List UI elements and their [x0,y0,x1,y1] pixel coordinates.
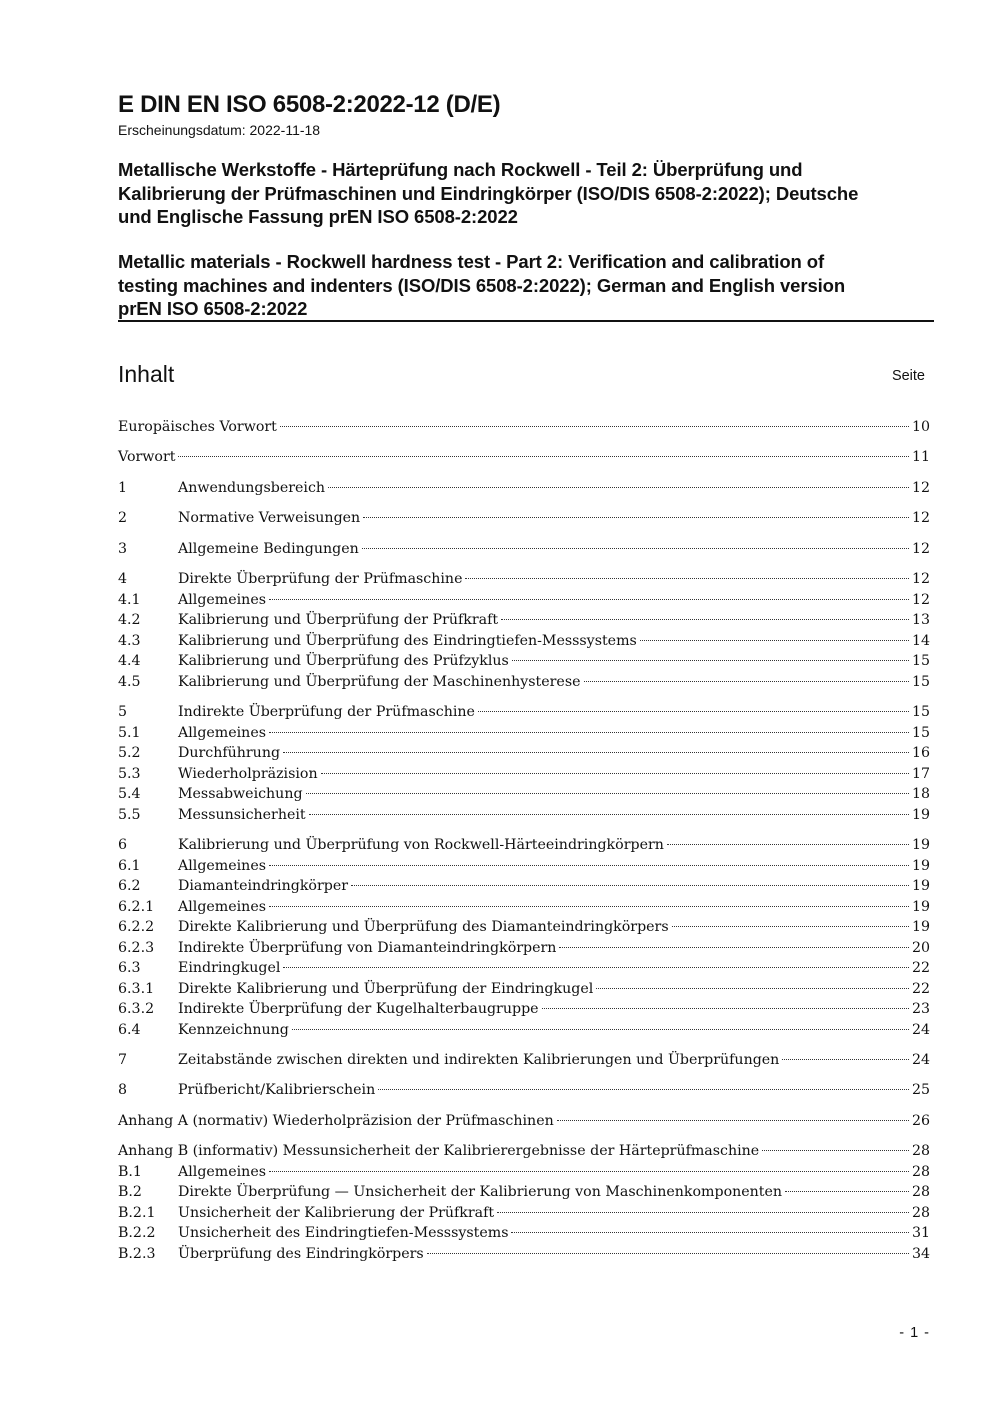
toc-entry-number: B.2.3 [118,1246,156,1262]
toc-entry-title: Anhang B (informativ) Messunsicherheit der Kalibrierergebnisse der Härteprüfmaschine [118,1143,760,1159]
toc-entry-number: 5.4 [118,786,141,802]
toc-entry[interactable] [118,447,930,467]
toc-entry-page: 28 [911,1184,930,1200]
toc-entry-title: Kalibrierung und Überprüfung des Prüfzyklus [178,653,509,669]
toc-entry[interactable] [118,805,930,825]
toc-entry-page: 31 [911,1225,930,1241]
toc-entry[interactable] [118,651,930,671]
toc-entry[interactable] [118,1141,930,1161]
toc-entry-number: 4.1 [118,592,141,608]
toc-entry[interactable] [118,672,930,692]
toc-entry-title: Unsicherheit der Kalibrierung der Prüfkraft [178,1205,495,1221]
toc-entry[interactable] [118,590,930,610]
toc-entry-page: 11 [911,449,930,465]
toc-entry-title: Allgemeine Bedingungen [178,541,359,557]
toc-entry-number: 4.5 [118,674,141,690]
toc-entry-page: 23 [911,1001,930,1017]
toc-entry[interactable] [118,610,930,630]
toc-dot-leader [512,660,909,661]
toc-entry-number: 4.3 [118,633,141,649]
toc-entry-page: 26 [911,1113,930,1129]
toc-dot-leader [363,517,909,518]
toc-entry[interactable] [118,1162,930,1182]
toc-dot-leader [306,793,909,794]
toc-dot-leader [269,599,909,600]
toc-entry-title: Kalibrierung und Überprüfung des Eindringtiefen-Messsystems [178,633,637,649]
toc-entry-title: Normative Verweisungen [178,510,361,526]
toc-dot-leader [283,752,909,753]
toc-dot-leader [667,844,909,845]
toc-entry-title: Anwendungsbereich [178,480,326,496]
toc-entry-number: 6.2 [118,878,141,894]
toc-entry-number: 6.2.1 [118,899,155,915]
toc-entry[interactable] [118,1111,930,1131]
toc-entry-page: 12 [911,480,930,496]
toc-entry-number: 4.2 [118,612,141,628]
toc-dot-leader [542,1008,909,1009]
toc-entry[interactable] [118,856,930,876]
toc-entry[interactable] [118,917,930,937]
page-number: - 1 - [899,1325,930,1341]
toc-entry-title: Eindringkugel [178,960,281,976]
toc-dot-leader [782,1059,909,1060]
toc-entry-title: Indirekte Überprüfung der Prüfmaschine [178,704,475,720]
german-title [118,158,938,229]
toc-entry[interactable] [118,569,930,589]
toc-entry-page: 19 [911,858,930,874]
toc-entry[interactable] [118,631,930,651]
toc-entry-page: 15 [911,674,930,690]
toc-entry-number: 4.4 [118,653,141,669]
toc-dot-leader [280,426,909,427]
toc-entry-page: 19 [911,919,930,935]
toc-entry-number: 5.3 [118,766,141,782]
toc-dot-leader [785,1191,909,1192]
toc-entry-number: 5.5 [118,807,141,823]
toc-dot-leader [596,988,909,989]
toc-entry[interactable] [118,938,930,958]
toc-entry-page: 19 [911,899,930,915]
toc-entry[interactable] [118,958,930,978]
toc-entry-page: 19 [911,807,930,823]
english-title [118,250,938,321]
toc-entry-number: 4 [118,571,128,587]
toc-entry[interactable] [118,1203,930,1223]
toc-entry-page: 24 [911,1022,930,1038]
toc-entry-title: Kennzeichnung [178,1022,289,1038]
toc-dot-leader [351,885,909,886]
toc-dot-leader [497,1212,909,1213]
toc-dot-leader [672,926,909,927]
publication-date: Erscheinungsdatum: 2022-11-18 [118,122,321,138]
toc-entry-page: 34 [911,1246,930,1262]
toc-entry-title: Allgemeines [178,592,266,608]
toc-entry-page: 20 [911,940,930,956]
toc-dot-leader [269,906,909,907]
toc-entry-number: 2 [118,510,128,526]
toc-entry-number: 7 [118,1052,128,1068]
toc-entry[interactable] [118,539,930,559]
toc-dot-leader [283,967,909,968]
toc-dot-leader [762,1150,909,1151]
toc-entry-title: Kalibrierung und Überprüfung der Prüfkraft [178,612,499,628]
toc-dot-leader [511,1232,908,1233]
toc-dot-leader [478,711,909,712]
toc-entry-page: 10 [911,419,930,435]
toc-entry-number: 6 [118,837,128,853]
toc-entry-page: 18 [911,786,930,802]
german-title-line: Metallische Werkstoffe - Härteprüfung nach Rockwell - Teil 2: Überprüfung und [118,159,803,180]
toc-entry-page: 25 [911,1082,930,1098]
toc-entry-number: B.2 [118,1184,142,1200]
toc-entry-page: 28 [911,1143,930,1159]
toc-entry[interactable] [118,1223,930,1243]
toc-entry-title: Wiederholpräzision [178,766,318,782]
toc-entry-title: Direkte Überprüfung — Unsicherheit der Kalibrierung von Maschinenkomponenten [178,1184,783,1200]
toc-dot-leader [321,773,909,774]
toc-entry[interactable] [118,723,930,743]
toc-dot-leader [640,640,909,641]
toc-entry[interactable] [118,1020,930,1040]
toc-entry-number: 6.4 [118,1022,141,1038]
toc-entry-number: 8 [118,1082,128,1098]
toc-entry-title: Allgemeines [178,899,266,915]
german-title-line: Kalibrierung der Prüfmaschinen und Eindringkörper (ISO/DIS 6508-2:2022); Deutsche [118,182,859,204]
toc-page-column-label: Seite [891,368,925,384]
toc-entry[interactable] [118,1050,930,1070]
toc-entry-title: Direkte Überprüfung der Prüfmaschine [178,571,463,587]
toc-entry-number: 6.1 [118,858,141,874]
toc-entry-page: 15 [911,725,930,741]
toc-entry-title: Direkte Kalibrierung und Überprüfung der Eindringkugel [178,981,594,997]
toc-entry-page: 13 [911,612,930,628]
toc-entry-page: 16 [911,745,930,761]
toc-entry-title: Allgemeines [178,1164,266,1180]
toc-entry-title: Europäisches Vorwort [118,419,277,435]
toc-dot-leader [269,732,909,733]
toc-entry[interactable] [118,743,930,763]
toc-entry-page: 28 [911,1164,930,1180]
toc-dot-leader [465,578,908,579]
toc-entry-page: 22 [911,981,930,997]
toc-entry-title: Allgemeines [178,858,266,874]
english-title-line: prEN ISO 6508-2:2022 [118,298,308,319]
toc-entry-page: 12 [911,541,930,557]
toc-dot-leader [378,1089,909,1090]
toc-dot-leader [362,548,909,549]
toc-entry-title: Kalibrierung und Überprüfung der Maschinenhysterese [178,674,581,690]
toc-entry-page: 15 [911,653,930,669]
toc-entry-page: 24 [911,1052,930,1068]
toc-entry[interactable] [118,1080,930,1100]
toc-entry[interactable] [118,764,930,784]
toc-entry[interactable] [118,417,930,437]
title-divider [118,320,934,322]
toc-entry-title: Indirekte Überprüfung von Diamanteindringkörpern [178,940,557,956]
toc-entry-title: Unsicherheit des Eindringtiefen-Messsystems [178,1225,509,1241]
toc-entry-page: 12 [911,592,930,608]
toc-entry-title: Messunsicherheit [178,807,306,823]
toc-entry-page: 12 [911,510,930,526]
toc-entry-title: Kalibrierung und Überprüfung von Rockwell-Härteeindringkörpern [178,837,664,853]
toc-entry-title: Anhang A (normativ) Wiederholpräzision der Prüfmaschinen [118,1113,554,1129]
document-title: E DIN EN ISO 6508-2:2022-12 (D/E) [118,91,501,118]
toc-entry-number: B.1 [118,1164,142,1180]
toc-entry[interactable] [118,784,930,804]
toc-entry-number: 6.3.1 [118,981,155,997]
toc-entry-title: Prüfbericht/Kalibrierschein [178,1082,376,1098]
toc-dot-leader [557,1120,909,1121]
toc-entry-number: 6.2.2 [118,919,155,935]
toc-entry[interactable] [118,979,930,999]
toc-entry-title: Vorwort [118,449,176,465]
toc-dot-leader [269,865,909,866]
toc-dot-leader [309,814,909,815]
toc-entry[interactable] [118,999,930,1019]
toc-entry-page: 15 [911,704,930,720]
toc-dot-leader [427,1253,909,1254]
toc-entry-number: B.2.2 [118,1225,156,1241]
toc-entry[interactable] [118,1182,930,1202]
toc-dot-leader [328,487,909,488]
toc-entry[interactable] [118,897,930,917]
toc-entry-title: Überprüfung des Eindringkörpers [178,1246,424,1262]
toc-entry-title: Zeitabstände zwischen direkten und indirekten Kalibrierungen und Überprüfungen [178,1052,780,1068]
toc-dot-leader [269,1171,909,1172]
toc-entry-page: 12 [911,571,930,587]
toc-dot-leader [584,681,909,682]
toc-entry-number: 1 [118,480,128,496]
english-title-line: Metallic materials - Rockwell hardness test - Part 2: Verification and calibration of [118,251,825,272]
toc-entry-number: 6.2.3 [118,940,155,956]
toc-entry-title: Allgemeines [178,725,266,741]
toc-entry-number: 5.1 [118,725,141,741]
toc-entry-title: Diamanteindringkörper [178,878,348,894]
toc-entry-page: 14 [911,633,930,649]
toc-entry-title: Durchführung [178,745,281,761]
toc-entry-page: 28 [911,1205,930,1221]
english-title-line: testing machines and indenters (ISO/DIS 6508-2:2022); German and English version [118,274,846,296]
toc-dot-leader [292,1029,909,1030]
toc-entry-page: 19 [911,878,930,894]
toc-entry-number: B.2.1 [118,1205,156,1221]
toc-heading: Inhalt [118,361,175,387]
toc-entry-number: 5.2 [118,745,141,761]
toc-entry-page: 19 [911,837,930,853]
toc-entry[interactable] [118,1244,930,1264]
toc-entry-number: 5 [118,704,128,720]
toc-dot-leader [501,619,909,620]
toc-dot-leader [178,456,909,457]
toc-entry-title: Direkte Kalibrierung und Überprüfung des Diamanteindringkörpers [178,919,669,935]
toc-entry[interactable] [118,876,930,896]
toc-dot-leader [559,947,909,948]
toc-entry[interactable] [118,478,930,498]
toc-entry-number: 6.3 [118,960,141,976]
toc-entry-page: 17 [911,766,930,782]
german-title-line: und Englische Fassung prEN ISO 6508-2:2022 [118,206,518,227]
toc-entry[interactable] [118,835,930,855]
toc-entry[interactable] [118,508,930,528]
toc-entry-title: Indirekte Überprüfung der Kugelhalterbaugruppe [178,1001,539,1017]
toc-entry-title: Messabweichung [178,786,303,802]
toc-entry-number: 6.3.2 [118,1001,155,1017]
toc-entry-page: 22 [911,960,930,976]
toc-entry-number: 3 [118,541,128,557]
toc-entry[interactable] [118,702,930,722]
